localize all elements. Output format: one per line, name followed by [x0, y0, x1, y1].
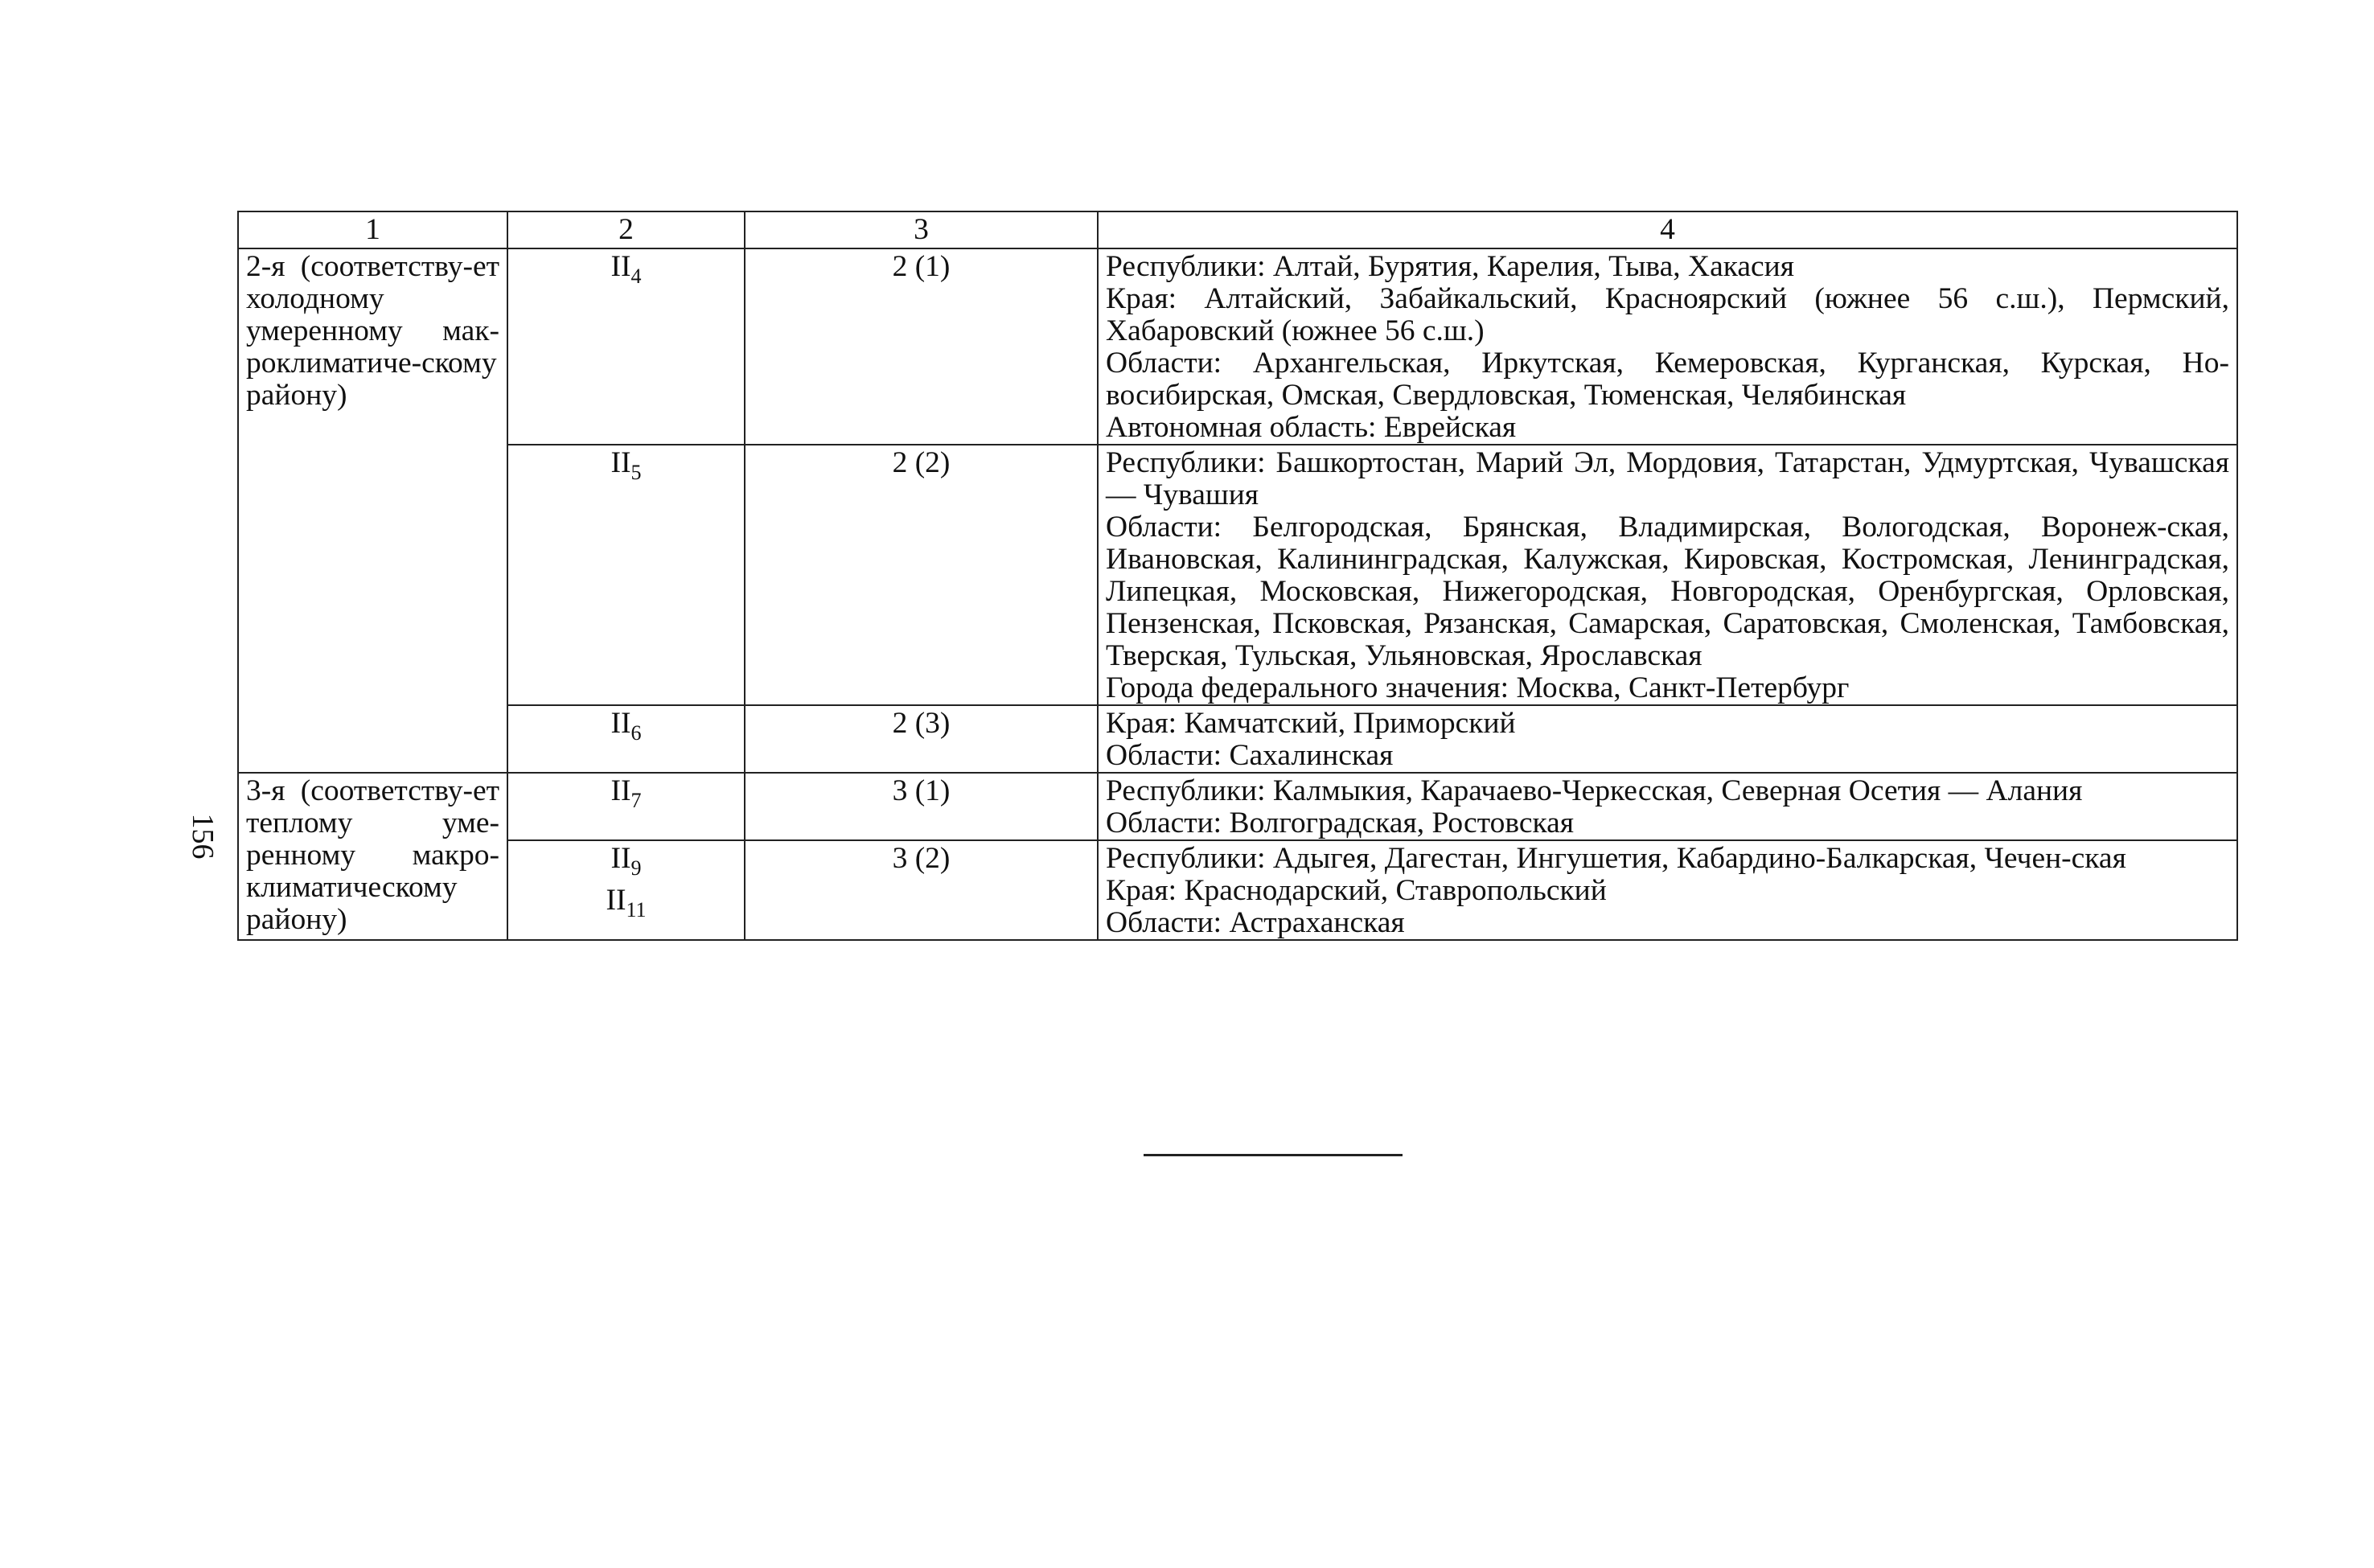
regions-cell [1098, 773, 2237, 840]
region-line: Республики: Адыгея, Дагестан, Ингушетия, Кабардино-Балкарская, Чечен-ская [1106, 842, 2126, 875]
region-line: Области: Сахалинская [1106, 739, 1394, 772]
region-line: Области: Астраханская [1106, 906, 1405, 939]
region-line: Края: Краснодарский, Ставропольский [1106, 874, 1607, 907]
climate-zones-table [237, 211, 2238, 941]
region-line: Области: Волгоградская, Ростовская [1106, 807, 1575, 839]
header-cell: 1 [238, 211, 507, 248]
subregion-cell [507, 840, 745, 940]
subregion-code: $II_9$ [610, 842, 642, 880]
subregion-code: $II_4$ [610, 250, 642, 288]
regions-cell [1098, 705, 2237, 773]
table-row [238, 840, 2237, 940]
region-line: Области: Архангельская, Иркутская, Кемеровская, Курганская, Курская, Но-восибирская, Омская, Свердловская, Тюменская, Челябинская [1106, 347, 2229, 412]
climate-cell: 3 (2) [745, 840, 1098, 940]
region-line: Автономная область: Еврейская [1106, 411, 1517, 444]
table-row [238, 705, 2237, 773]
header-cell: 4 [1098, 211, 2237, 248]
subregion-code: $II_7$ [610, 774, 642, 812]
region-line: Республики: Калмыкия, Карачаево-Черкесская, Северная Осетия — Алания [1106, 774, 2083, 807]
subregion-cell [507, 705, 745, 773]
region-line: Области: Белгородская, Брянская, Владимирская, Вологодская, Воронеж-ская, Ивановская, Калининградская, Калужская, Кировская, Костромская, Ленинградская, Липецкая, Московская, Нижегородская, Новгородская, Оренбургская, Орловская, Пензенская, Псковская, Рязанская, Самарская, Саратовская, Смоленская, Тамбовская, Тверская, Тульская, Ульяновская, Ярославская [1106, 511, 2229, 672]
header-cell: 3 [745, 211, 1098, 248]
footnote-divider [1144, 1154, 1403, 1156]
zone-cell: 2-я (соответству-ет холодному умеренному мак-роклиматиче-скому району) [238, 248, 507, 773]
region-line: Города федерального значения: Москва, Санкт-Петербург [1106, 671, 1850, 704]
table-row [238, 248, 2237, 445]
climate-cell: 2 (1) [745, 248, 1098, 445]
region-line: Края: Алтайский, Забайкальский, Красноярский (южнее 56 с.ш.), Пермский, Хабаровский (южнее 56 с.ш.) [1106, 282, 2229, 347]
table-row [238, 445, 2237, 705]
subregion-cell [507, 248, 745, 445]
subregion-code: $II_{11}$ [606, 884, 647, 922]
region-line: Края: Камчатский, Приморский [1106, 707, 1516, 740]
page-number: 156 [186, 813, 220, 860]
region-line: Республики: Алтай, Бурятия, Карелия, Тыва, Хакасия [1106, 250, 1794, 283]
subregion-cell [507, 445, 745, 705]
subregion-code: $II_5$ [610, 446, 642, 484]
header-row [238, 211, 2237, 248]
table-row [238, 773, 2237, 840]
regions-cell [1098, 840, 2237, 940]
regions-cell [1098, 248, 2237, 445]
subregion-code: $II_6$ [610, 707, 642, 745]
region-line: Республики: Башкортостан, Марий Эл, Мордовия, Татарстан, Удмуртская, Чувашская — Чувашия [1106, 446, 2229, 511]
climate-cell: 2 (3) [745, 705, 1098, 773]
climate-cell: 3 (1) [745, 773, 1098, 840]
subregion-cell [507, 773, 745, 840]
climate-cell: 2 (2) [745, 445, 1098, 705]
regions-cell [1098, 445, 2237, 705]
header-cell: 2 [507, 211, 745, 248]
zone-cell: 3-я (соответству-ет теплому уме-ренному макро-климатическому району) [238, 773, 507, 940]
